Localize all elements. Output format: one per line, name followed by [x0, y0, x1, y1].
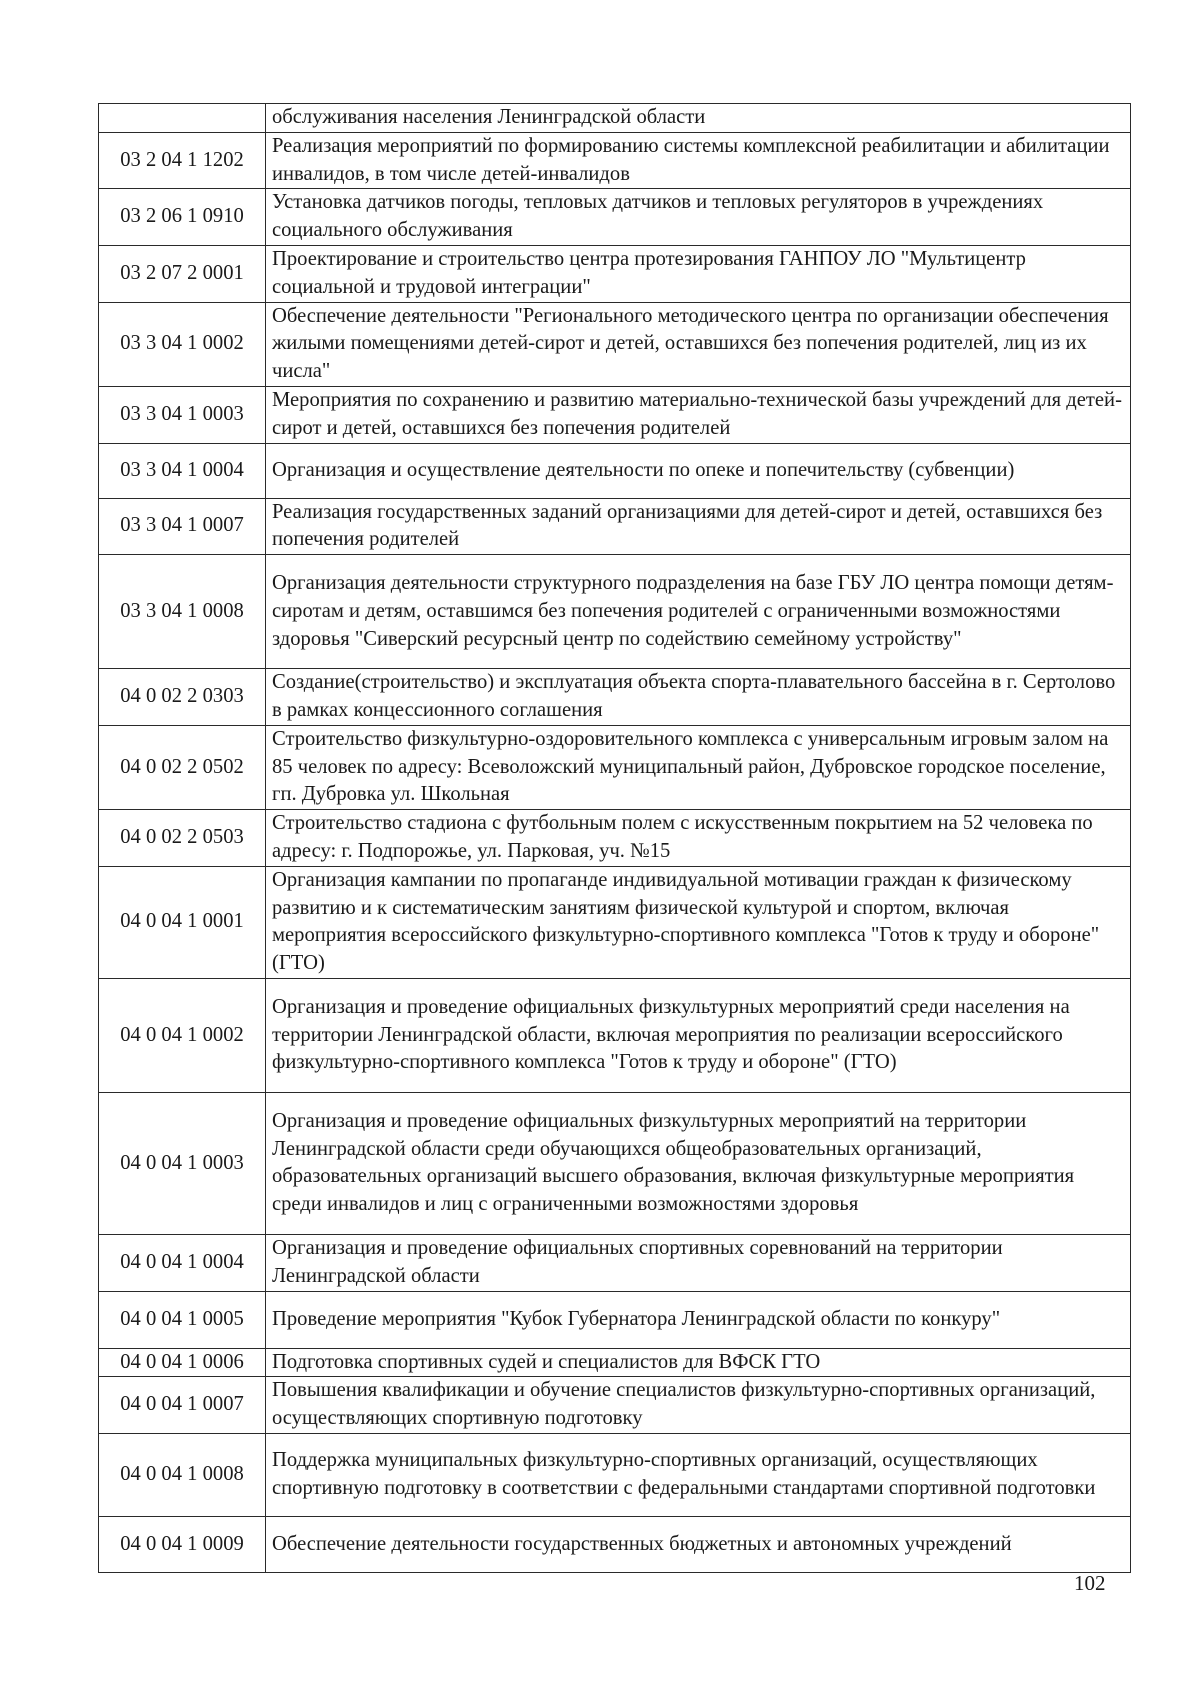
table-row — [99, 1234, 1131, 1291]
description-cell: Обеспечение деятельности "Регионального методического центра по организации обеспечения жилыми помещениями детей-сирот и детей, оставшихся без попечения родителей, лиц из их числа" — [266, 302, 1131, 386]
table-row — [99, 1092, 1131, 1234]
code-cell: 03 3 04 1 0004 — [99, 443, 266, 498]
description-cell: Организация и осуществление деятельности по опеке и попечительству (субвенции) — [266, 443, 1131, 498]
table-row — [99, 302, 1131, 386]
table-row — [99, 386, 1131, 443]
code-cell: 04 0 04 1 0007 — [99, 1377, 266, 1434]
table-row — [99, 555, 1131, 669]
description-cell: Организация деятельности структурного подразделения на базе ГБУ ЛО центра помощи детям-сиротам и детям, оставшимся без попечения родителей с ограниченными возможностями здоровья "Сиверский ресурсный центр по содействию семейному устройству" — [266, 555, 1131, 669]
table-row — [99, 498, 1131, 555]
description-cell: Установка датчиков погоды, тепловых датчиков и тепловых регуляторов в учреждениях социального обслуживания — [266, 189, 1131, 246]
code-cell: 04 0 04 1 0003 — [99, 1092, 266, 1234]
table-row — [99, 669, 1131, 726]
code-cell: 04 0 04 1 0001 — [99, 866, 266, 978]
code-cell: 03 2 04 1 1202 — [99, 132, 266, 189]
description-cell: Проведение мероприятия "Кубок Губернатора Ленинградской области по конкуру" — [266, 1291, 1131, 1348]
table-row — [99, 189, 1131, 246]
description-cell: Организация и проведение официальных физкультурных мероприятий среди населения на территории Ленинградской области, включая мероприятия по реализации всероссийского физкультурно-спортивного комплекса "Готов к труду и обороне" (ГТО) — [266, 978, 1131, 1092]
table-row — [99, 978, 1131, 1092]
description-cell: Мероприятия по сохранению и развитию материально-технической базы учреждений для детей-сирот и детей, оставшихся без попечения родителей — [266, 386, 1131, 443]
code-cell: 04 0 04 1 0005 — [99, 1291, 266, 1348]
table-row — [99, 132, 1131, 189]
description-cell: Повышения квалификации и обучение специалистов физкультурно-спортивных организаций, осуществляющих спортивную подготовку — [266, 1377, 1131, 1434]
code-cell: 03 3 04 1 0008 — [99, 555, 266, 669]
code-cell: 04 0 04 1 0008 — [99, 1433, 266, 1516]
table-row — [99, 810, 1131, 867]
table-row — [99, 1516, 1131, 1572]
table-row — [99, 725, 1131, 809]
description-cell: Обеспечение деятельности государственных бюджетных и автономных учреждений — [266, 1516, 1131, 1572]
budget-codes-table — [98, 103, 1131, 1573]
code-cell: 03 3 04 1 0002 — [99, 302, 266, 386]
description-cell: Строительство стадиона с футбольным полем с искусственным покрытием на 52 человека по адресу: г. Подпорожье, ул. Парковая, уч. №15 — [266, 810, 1131, 867]
page-number: 102 — [1074, 1571, 1106, 1595]
code-cell: 04 0 04 1 0009 — [99, 1516, 266, 1572]
description-cell: Проектирование и строительство центра протезирования ГАНПОУ ЛО "Мультицентр социальной и трудовой интеграции" — [266, 245, 1131, 302]
code-cell: 03 2 07 2 0001 — [99, 245, 266, 302]
code-cell: 03 3 04 1 0003 — [99, 386, 266, 443]
table-row — [99, 443, 1131, 498]
code-cell: 04 0 04 1 0006 — [99, 1348, 266, 1377]
description-cell: Создание(строительство) и эксплуатация объекта спорта-плавательного бассейна в г. Сертолово в рамках концессионного соглашения — [266, 669, 1131, 726]
table-row — [99, 1348, 1131, 1377]
description-cell: Организация и проведение официальных физкультурных мероприятий на территории Ленинградской области среди обучающихся общеобразовательных организаций, образовательных организаций высшего образования, включая физкультурные мероприятия среди инвалидов и лиц с ограниченными возможностями здоровья — [266, 1092, 1131, 1234]
description-cell: Поддержка муниципальных физкультурно-спортивных организаций, осуществляющих спортивную подготовку в соответствии с федеральными стандартами спортивной подготовки — [266, 1433, 1131, 1516]
description-cell: Организация и проведение официальных спортивных соревнований на территории Ленинградской области — [266, 1234, 1131, 1291]
table-row — [99, 1291, 1131, 1348]
description-cell: Реализация мероприятий по формированию системы комплексной реабилитации и абилитации инвалидов, в том числе детей-инвалидов — [266, 132, 1131, 189]
table-row — [99, 866, 1131, 978]
description-cell: Подготовка спортивных судей и специалистов для ВФСК ГТО — [266, 1348, 1131, 1377]
code-cell — [99, 104, 266, 133]
code-cell: 04 0 02 2 0303 — [99, 669, 266, 726]
description-cell: Организация кампании по пропаганде индивидуальной мотивации граждан к физическому развитию и к систематическим занятиям физической культурой и спортом, включая мероприятия всероссийского физкультурно-спортивного комплекса "Готов к труду и обороне" (ГТО) — [266, 866, 1131, 978]
code-cell: 03 3 04 1 0007 — [99, 498, 266, 555]
table-row — [99, 245, 1131, 302]
table-row — [99, 104, 1131, 133]
code-cell: 04 0 02 2 0503 — [99, 810, 266, 867]
description-cell: Строительство физкультурно-оздоровительного комплекса с универсальным игровым залом на 85 человек по адресу: Всеволожский муниципальный район, Дубровское городское поселение, гп. Дубровка ул. Школьная — [266, 725, 1131, 809]
code-cell: 04 0 04 1 0002 — [99, 978, 266, 1092]
description-cell: Реализация государственных заданий организациями для детей-сирот и детей, оставшихся без попечения родителей — [266, 498, 1131, 555]
code-cell: 03 2 06 1 0910 — [99, 189, 266, 246]
code-cell: 04 0 02 2 0502 — [99, 725, 266, 809]
table-row — [99, 1377, 1131, 1434]
code-cell: 04 0 04 1 0004 — [99, 1234, 266, 1291]
table-row — [99, 1433, 1131, 1516]
description-cell: обслуживания населения Ленинградской области — [266, 104, 1131, 133]
